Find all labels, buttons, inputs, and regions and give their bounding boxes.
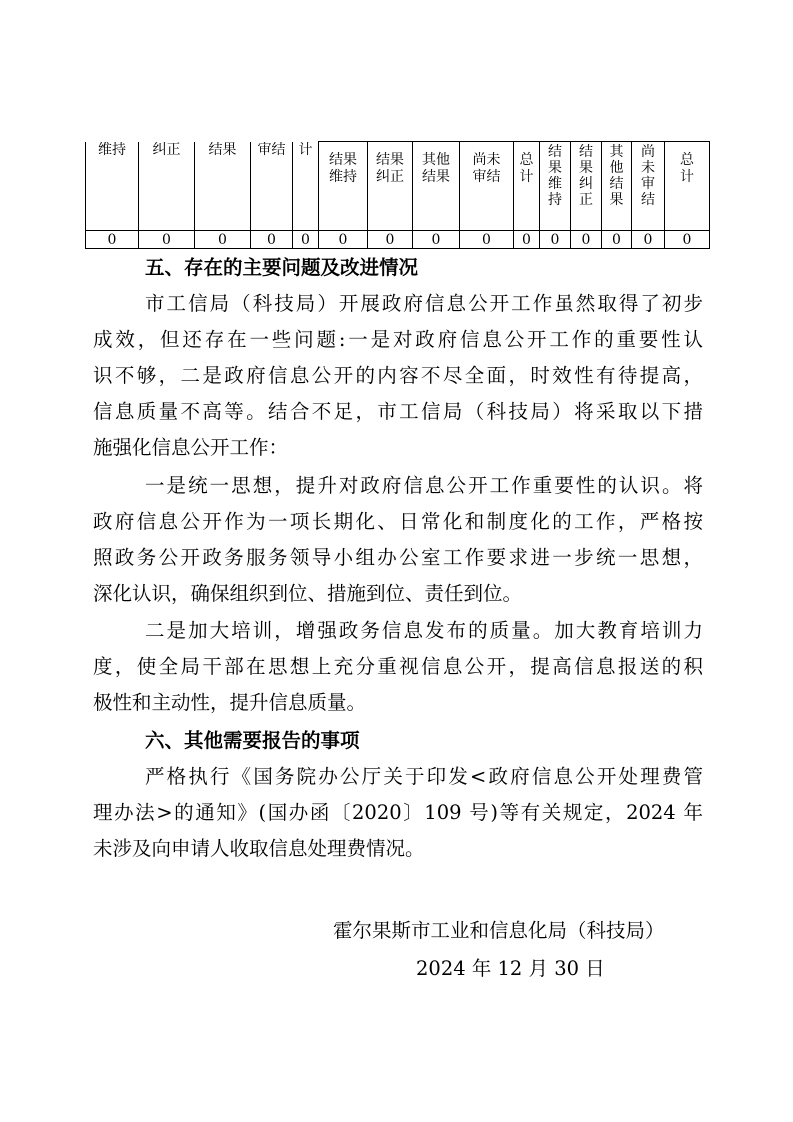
paragraph-line: 度，使全局干部在思想上充分重视信息公开，提高信息报送的积 bbox=[93, 655, 703, 678]
table-header-cell: 审结 bbox=[251, 142, 293, 231]
table-cell: 0 bbox=[139, 231, 195, 249]
paragraph-line: 信息质量不高等。结合不足，市工信局（科技局）将采取以下措 bbox=[93, 400, 703, 423]
table-header-cell: 其 他 结 果 bbox=[602, 142, 632, 231]
table-header-cell: 其他 结果 bbox=[413, 142, 460, 231]
paragraph-line: 未涉及向申请人收取信息处理费情况。 bbox=[93, 837, 425, 860]
table-cell: 0 bbox=[514, 231, 540, 249]
paragraph-line: 施强化信息公开工作： bbox=[93, 436, 289, 459]
paragraph-line: 理办法>的通知》(国办函〔2020〕109 号)等有关规定，2024 年 bbox=[93, 801, 703, 824]
table-cell: 0 bbox=[571, 231, 602, 249]
table-cell: 0 bbox=[602, 231, 632, 249]
table-cell: 0 bbox=[413, 231, 460, 249]
paragraph-line: 二是加大培训，增强政务信息发布的质量。加大教育培训力 bbox=[145, 619, 703, 642]
paragraph-line: 识不够，二是政府信息公开的内容不尽全面，时效性有待提高， bbox=[93, 364, 703, 387]
paragraph-line: 一是统一思想，提升对政府信息公开工作重要性的认识。将 bbox=[145, 474, 703, 497]
paragraph-line: 极性和主动性，提升信息质量。 bbox=[93, 691, 367, 714]
table-header-cell: 维持 bbox=[86, 142, 139, 231]
table-header-cell: 结果 纠正 bbox=[368, 142, 413, 231]
table-cell: 0 bbox=[460, 231, 514, 249]
table-cell: 0 bbox=[195, 231, 251, 249]
table-header-cell: 总 计 bbox=[514, 142, 540, 231]
table-header-cell: 计 bbox=[293, 142, 319, 231]
table-cell: 0 bbox=[368, 231, 413, 249]
table-header-cell: 结果 维持 bbox=[319, 142, 368, 231]
table-header-row bbox=[86, 142, 710, 231]
table-cell: 0 bbox=[632, 231, 665, 249]
table-header-cell: 纠正 bbox=[139, 142, 195, 231]
table-cell: 0 bbox=[665, 231, 710, 249]
table-header-cell: 尚未 审结 bbox=[460, 142, 514, 231]
signature-date: 2024 年 12 月 30 日 bbox=[416, 957, 605, 980]
table-header-cell: 尚 未 审 结 bbox=[632, 142, 665, 231]
table-header-cell: 总 计 bbox=[665, 142, 710, 231]
paragraph-line: 成效，但还存在一些问题:一是对政府信息公开工作的重要性认 bbox=[93, 328, 703, 351]
table-header-cell: 结果 bbox=[195, 142, 251, 231]
table-cell: 0 bbox=[293, 231, 319, 249]
signature-organization: 霍尔果斯市工业和信息化局（科技局） bbox=[333, 919, 665, 942]
statistics-table bbox=[85, 141, 710, 249]
table-cell: 0 bbox=[319, 231, 368, 249]
paragraph-line: 政府信息公开作为一项长期化、日常化和制度化的工作，严格按 bbox=[93, 510, 703, 533]
table-cell: 0 bbox=[251, 231, 293, 249]
section-heading-6: 六、其他需要报告的事项 bbox=[145, 729, 360, 752]
paragraph-line: 照政务公开政务服务领导小组办公室工作要求进一步统一思想， bbox=[93, 546, 703, 569]
section-heading-5: 五、存在的主要问题及改进情况 bbox=[145, 256, 419, 279]
table-cell: 0 bbox=[86, 231, 139, 249]
table-header-cell: 结 果 维 持 bbox=[540, 142, 571, 231]
table-row bbox=[86, 231, 710, 249]
table-header-cell: 结 果 纠 正 bbox=[571, 142, 602, 231]
paragraph-line: 市工信局（科技局）开展政府信息公开工作虽然取得了初步 bbox=[145, 292, 703, 315]
table-cell: 0 bbox=[540, 231, 571, 249]
paragraph-line: 严格执行《国务院办公厅关于印发<政府信息公开处理费管 bbox=[145, 765, 703, 788]
paragraph-line: 深化认识，确保组织到位、措施到位、责任到位。 bbox=[93, 582, 523, 605]
